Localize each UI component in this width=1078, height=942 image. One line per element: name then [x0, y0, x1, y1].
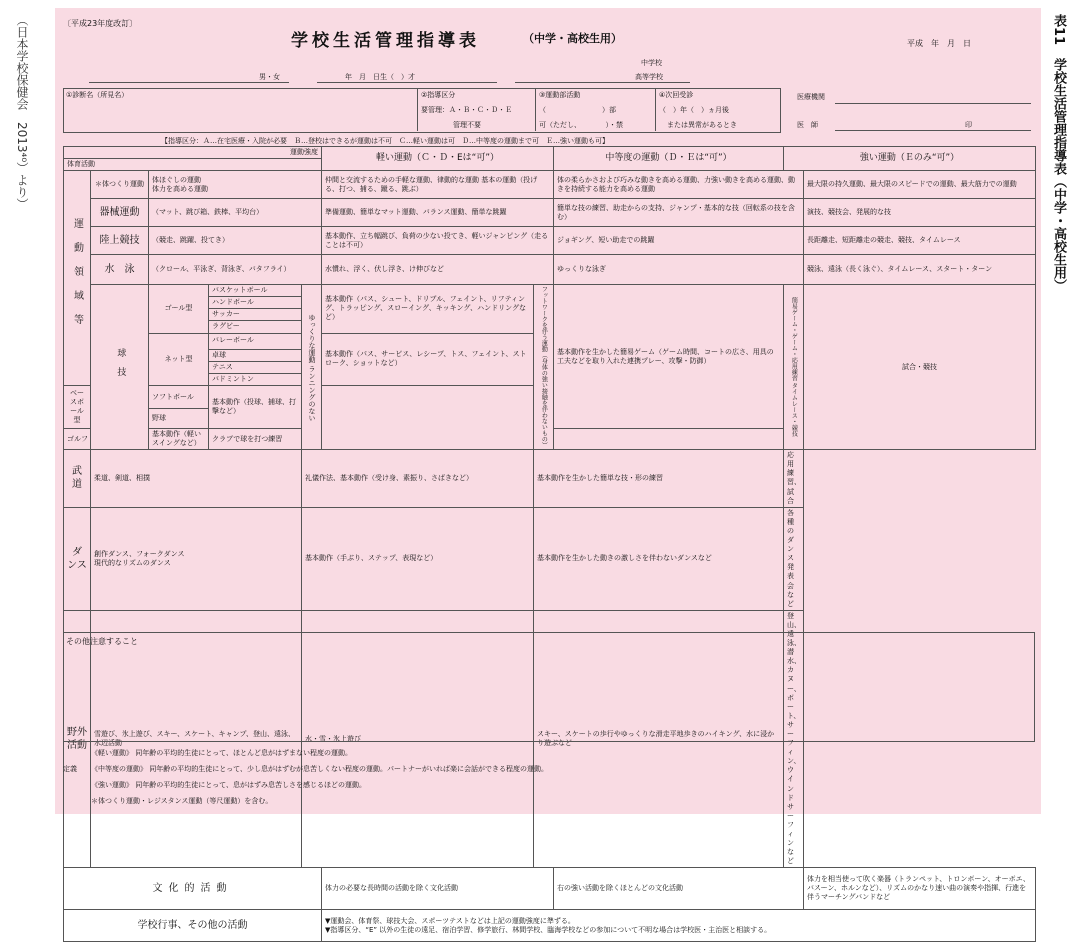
revision-note: 〔平成23年度改訂〕: [63, 19, 138, 28]
gender-field[interactable]: 男・女: [259, 73, 280, 81]
culture-strong: 体力を相当使って吹く楽器（トランペット、トロンボーン、オーボエ、バスーン、ホルンなど）、リズムのかなり速い曲の演奏や指揮、行進を伴うマーチングバンドなど: [804, 868, 1036, 910]
row-body-desc: 体ほぐしの運動 体力を高める運動: [149, 171, 322, 199]
row-ball-label: 球技: [91, 285, 149, 450]
ball-base-item: 野球: [149, 409, 209, 429]
ball-net-item: 卓球: [209, 349, 302, 361]
table-caption: 表11 学校生活管理指導表（中学・高校生用）: [1051, 14, 1066, 293]
guidance-label: ②指導区分: [421, 91, 456, 99]
form-subtitle: （中学・高校生用）: [523, 32, 622, 45]
ball-golf-label: ゴルフ: [64, 429, 149, 450]
ball-net-item: テニス: [209, 361, 302, 373]
row-outdoor-light: 水・雪・氷上遊び: [302, 610, 534, 868]
ball-goal-light: 基本動作（パス、シュート、ドリブル、フェイント、リフティング、トラッピング、スローイング、キッキング、ハンドリングなど）: [322, 285, 534, 333]
ball-base-light: 基本動作（投球、捕球、打撃など）: [209, 385, 302, 428]
club-permit[interactable]: 可（ただし、 ）・禁: [539, 121, 623, 129]
light-header: 軽い運動（Ｃ・Ｄ・Eは“可”）: [322, 147, 554, 171]
definition-strong: 《強い運動》 同年齢の平均的生徒にとって、息がはずみ息苦しさを感じるほどの運動。: [91, 781, 366, 789]
ball-net-label: ネット型: [149, 333, 209, 385]
row-apparatus-label: 器械運動: [91, 199, 149, 227]
row-outdoor-moderate: スキー、スケートの歩行やゆっくりな滑走平地歩きのハイキング、水に浸かり遊ぶなど: [534, 610, 784, 868]
ball-base-item: ソフトボール: [149, 385, 209, 409]
diagnosis-label: ①診断名（所見名）: [66, 91, 129, 99]
guidance-none[interactable]: 管理不要: [453, 121, 481, 129]
ball-moderate-vertical: フットワークを伴う運動（身体の強い接触を伴わないもの）: [534, 285, 554, 450]
ball-light-vertical: ゆっくりな運動 ランニングのない: [302, 285, 322, 450]
row-swim-label: 水 泳: [91, 255, 149, 285]
row-track-light: 基本動作、立ち幅跳び、負荷の少ない投てき、軽いジャンピング（走ることは不可）: [322, 227, 554, 255]
row-dance-moderate: 基本動作を生かした動きの激しさを伴わないダンスなど: [534, 507, 784, 610]
row-track-desc: （競走、跳躍、投てき）: [149, 227, 322, 255]
guidance-legend: 【指導区分：Ａ…在宅医療・入院が必要 Ｂ…登校はできるが運動は不可 Ｃ…軽い運動は可 Ｄ…中等度の運動まで可 Ｅ…強い運動も可】: [161, 137, 609, 145]
other-notes-box[interactable]: [63, 632, 1035, 742]
club-field[interactable]: （ ）部: [539, 106, 616, 114]
row-body-strong: 最大限の持久運動、最大限のスピードでの運動、最大筋力での運動: [804, 171, 1036, 199]
row-dance-label: ダンス: [64, 507, 91, 610]
pe-header: 体育活動: [64, 159, 322, 171]
form-title: 学校生活管理指導表: [291, 31, 480, 51]
row-body-moderate: 体の柔らかさおよび巧みな動きを高める運動、力強い動きを高める運動、動きを持続する能力を高める運動: [554, 171, 804, 199]
row-apparatus-light: 準備運動、簡単なマット運動、バランス運動、簡単な跳躍: [322, 199, 554, 227]
row-track-label: 陸上競技: [91, 227, 149, 255]
ball-golf-moderate: クラブで球を打つ練習: [209, 429, 302, 450]
strong-header: 強い運動（Ｅのみ“可”）: [784, 147, 1036, 171]
events-notes: ▼運動会、体育祭、球技大会、スポーツテストなどは上記の運動強度に準ずる。 ▼指導区分、“E” 以外の生徒の遠足、宿泊学習、修学旅行、林間学校、臨海学校などの参加について不明な場合は学校医・主治医と相談する。: [322, 910, 1036, 942]
row-swim-light: 水慣れ、浮く、伏し浮き、け伸びなど: [322, 255, 554, 285]
birth-line[interactable]: [317, 82, 497, 83]
culture-moderate: 右の強い活動を除くほとんどの文化活動: [554, 868, 804, 910]
intensity-header: 運動強度: [64, 147, 322, 159]
row-apparatus-desc: （マット、跳び箱、鉄棒、平均台）: [149, 199, 322, 227]
divider: [417, 88, 418, 131]
moderate-header: 中等度の運動（Ｄ・Ｅは“可”）: [554, 147, 784, 171]
source-caption: （日本学校保健会 2013⁴⁰）より）: [15, 14, 29, 211]
ball-goal-label: ゴール型: [149, 285, 209, 333]
row-budo-label: 武 道: [64, 450, 91, 508]
culture-label: 文化的活動: [64, 868, 322, 910]
row-body-light: 仲間と交流するための手軽な運動、律動的な運動 基本の運動（投げる、打つ、捕る、蹴る、跳ぶ）: [322, 171, 554, 199]
ball-goal-item: ラグビー: [209, 321, 302, 333]
other-notes-label: その他注意すること: [66, 637, 138, 646]
ball-moderate: 基本動作を生かした簡易ゲーム（ゲーム時間、コートの広さ、用具の工夫などを取り入れた連携プレー、攻撃・防御）: [554, 285, 784, 429]
ball-net-item: バレーボール: [209, 333, 302, 349]
row-apparatus-strong: 演技、競技会、発展的な技: [804, 199, 1036, 227]
row-budo-desc: 柔道、剣道、相撲: [91, 450, 302, 508]
ball-goal-item: サッカー: [209, 309, 302, 321]
row-track-strong: 長距離走、短距離走の競走、競技、タイムレース: [804, 227, 1036, 255]
row-budo-light: 礼儀作法、基本動作（受け身、素振り、さばきなど）: [302, 450, 534, 508]
date-field[interactable]: 平成 年 月 日: [907, 39, 971, 48]
events-label: 学校行事、その他の活動: [64, 910, 322, 942]
ball-goal-item: バスケットボール: [209, 285, 302, 297]
row-apparatus-moderate: 簡単な技の練習、助走からの支持、ジャンプ・基本的な技（回転系の技を含む）: [554, 199, 804, 227]
doctor-label: 医 師: [797, 121, 818, 129]
divider: [655, 88, 656, 131]
row-dance-light: 基本動作（手ぶり、ステップ、表現など）: [302, 507, 534, 610]
definition-moderate: 《中等度の運動》 同年齢の平均的生徒にとって、少し息がはずむが息苦しくない程度の運動。パートナーがいれば楽に会話ができる程度の運動。: [91, 765, 548, 773]
divider: [535, 88, 536, 131]
row-swim-strong: 競泳、遠泳（長く泳ぐ）、タイムレース、スタート・ターン: [804, 255, 1036, 285]
doctor-line[interactable]: [835, 130, 1031, 131]
row-dance-strong: 各種のダンス発表会など: [784, 507, 804, 610]
visit-label: ④次回受診: [659, 91, 694, 99]
seal-label: 印: [965, 121, 972, 129]
row-outdoor-label: 野外活動: [64, 610, 91, 868]
ball-goal-item: ハンドボール: [209, 297, 302, 309]
school-type-high: 高等学校: [635, 73, 663, 81]
row-track-moderate: ジョギング、短い助走での跳躍: [554, 227, 804, 255]
ball-golf-light: 基本動作（軽いスイングなど）: [149, 429, 209, 450]
visit-field[interactable]: （ ）年（ ）ヵ月後: [659, 106, 729, 114]
row-swim-moderate: ゆっくりな泳ぎ: [554, 255, 804, 285]
ball-strong-vertical: 簡易ゲーム・ゲーム・応用練習 タイムレース・競技: [784, 285, 804, 450]
row-budo-moderate: 基本動作を生かした簡単な技・形の練習: [534, 450, 784, 508]
hospital-line[interactable]: [835, 103, 1031, 104]
activity-table: [63, 146, 1036, 942]
row-body-label: ＊体つくり運動: [91, 171, 149, 199]
school-type-junior: 中学校: [641, 59, 662, 67]
birth-field: 年 月 日生（ ）才: [345, 73, 415, 81]
ball-net-light: 基本動作（パス、サービス、レシーブ、トス、フェイント、ストローク、ショットなど）: [322, 333, 534, 385]
name-line[interactable]: [89, 82, 289, 83]
definition-light: 《軽い運動》 同年齢の平均的生徒にとって、ほとんど息がはずまない程度の運動。: [91, 749, 352, 757]
definition-footnote: ＊体つくり運動・レジスタンス運動（等尺運動）を含む。: [91, 797, 273, 805]
definition-label: 定義: [63, 765, 77, 773]
guidance-options[interactable]: 要管理：Ａ・Ｂ・Ｃ・Ｄ・Ｅ: [421, 106, 512, 114]
row-budo-strong: 応用練習、試合: [784, 450, 804, 508]
management-form: [55, 8, 1041, 934]
visit-condition: または異常があるとき: [667, 121, 737, 129]
domain-label: 運動領域等: [64, 171, 91, 386]
row-dance-desc: 創作ダンス、フォークダンス 現代的なリズムのダンス: [91, 507, 302, 610]
ball-strong: 試合・競技: [804, 285, 1036, 450]
row-swim-desc: （クロール、平泳ぎ、背泳ぎ、バタフライ）: [149, 255, 322, 285]
school-line[interactable]: [515, 82, 690, 83]
row-outdoor-desc: 雪遊び、氷上遊び、スキー、スケート、キャンプ、登山、遠泳、水辺活動: [91, 610, 302, 868]
row-outdoor-strong: 登山、遠泳、潜水、カヌー、ボート、サーフィン、ウインドサーフィンなど: [784, 610, 804, 868]
club-label: ③運動部活動: [539, 91, 581, 99]
culture-light: 体力の必要な長時間の活動を除く文化活動: [322, 868, 554, 910]
ball-net-item: バドミントン: [209, 373, 302, 385]
hospital-label: 医療機関: [797, 93, 825, 101]
ball-base-label: ベースボール型: [64, 385, 91, 428]
